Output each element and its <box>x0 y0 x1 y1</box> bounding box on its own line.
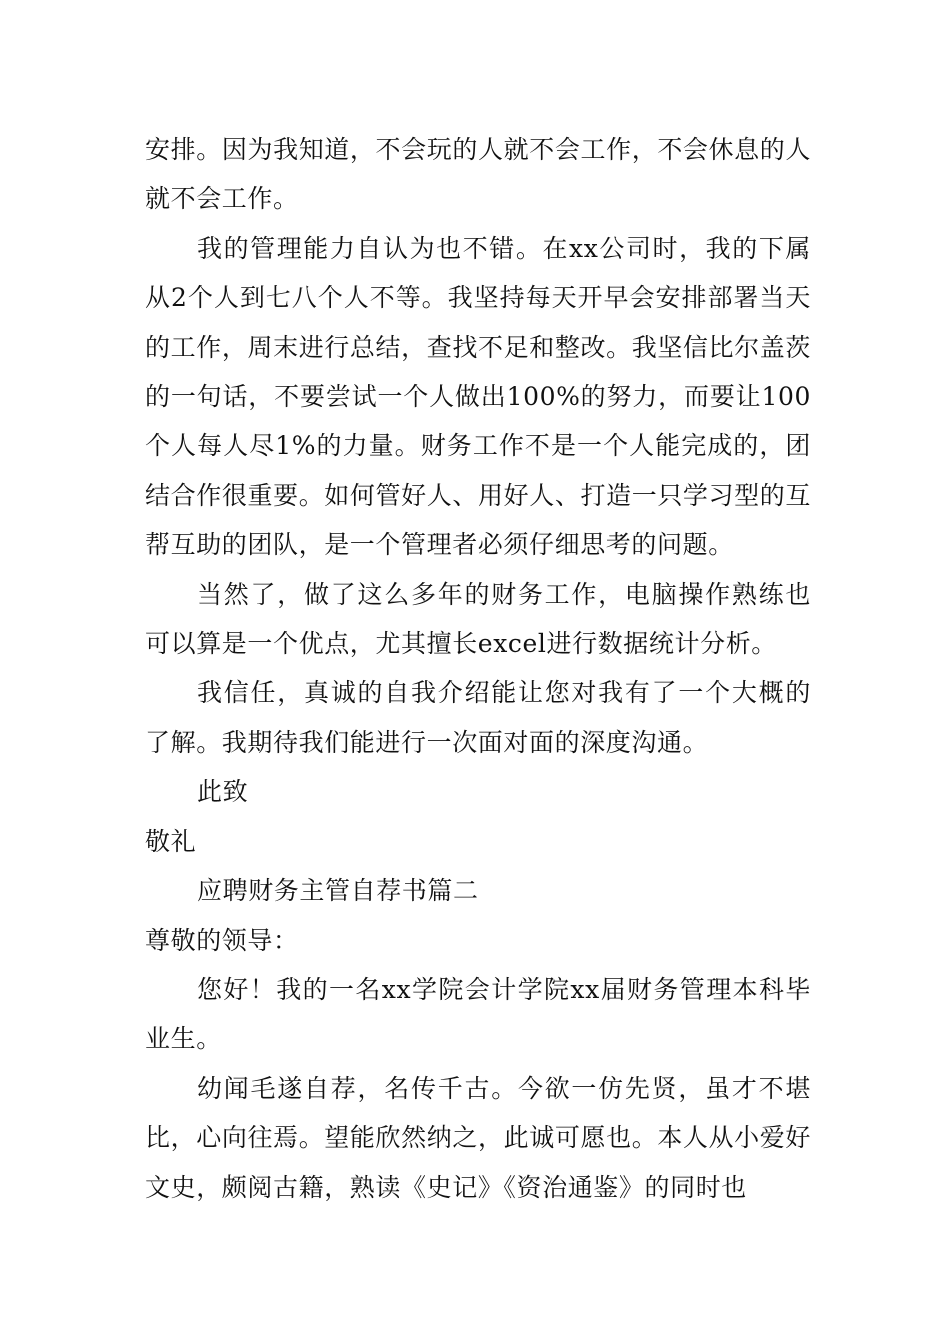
paragraph-computer-skills: 当然了，做了这么多年的财务工作，电脑操作熟练也可以算是一个优点，尤其擅长excel进行数据统计分析。 <box>145 579 811 659</box>
document-body <box>145 125 811 1212</box>
letter-greeting: 尊敬的领导： <box>145 925 299 955</box>
salutation-cizhi: 此致 <box>197 777 249 807</box>
paragraph-management-ability: 我的管理能力自认为也不错。在xx公司时，我的下属从2个人到七八个人不等。我坚持每天开早会安排部署当天的工作，周末进行总结，查找不足和整改。我坚信比尔盖茨的一句话，不要尝试一个人做出100%的努力，而要让100个人每人尽1%的力量。财务工作不是一个人能完成的，团结合作很重要。如何管好人、用好人、打造一只学习型的互帮互助的团队，是一个管理者必须仔细思考的问题。 <box>145 233 811 560</box>
paragraph-self-recommendation: 幼闻毛遂自荐，名传千古。今欲一仿先贤，虽才不堪比，心向往焉。望能欣然纳之，此诚可愿也。本人从小爱好文史，颇阅古籍，熟读《史记》《资治通鉴》的同时也 <box>145 1073 811 1202</box>
salutation-jingli: 敬礼 <box>145 826 197 856</box>
paragraph-introduction: 您好！我的一名xx学院会计学院xx届财务管理本科毕业生。 <box>145 974 811 1054</box>
paragraph-closing-remarks: 我信任，真诚的自我介绍能让您对我有了一个大概的了解。我期待我们能进行一次面对面的深度沟通。 <box>145 678 811 757</box>
section-heading: 应聘财务主管自荐书篇二 <box>197 876 479 906</box>
paragraph-continuation: 安排。因为我知道，不会玩的人就不会工作，不会休息的人就不会工作。 <box>145 135 811 214</box>
